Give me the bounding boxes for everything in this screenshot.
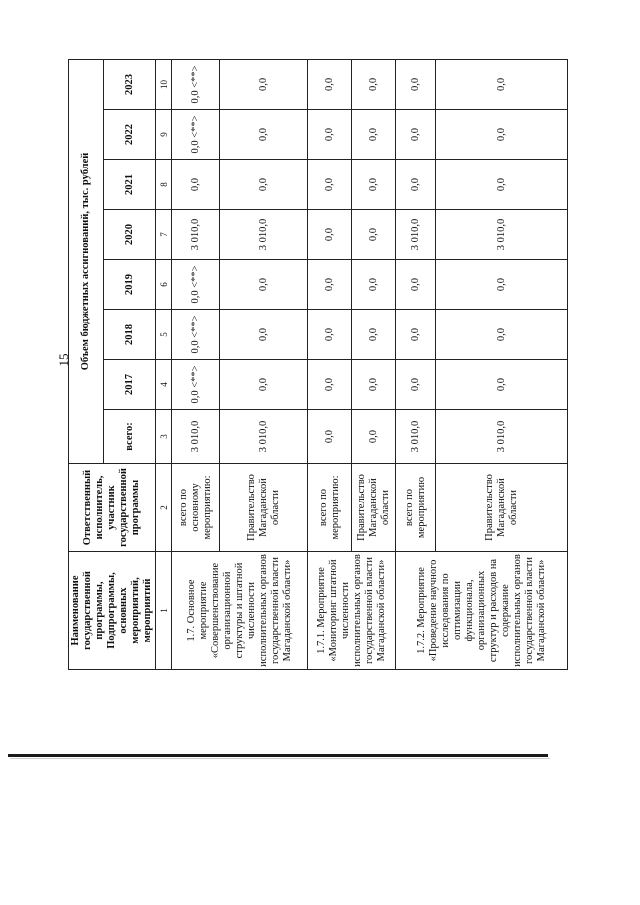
cell-value: 3 010,0	[436, 210, 568, 260]
cell-value: 0,0	[396, 360, 436, 410]
row-executor: Правительство Магаданской области	[352, 464, 396, 552]
header-year: 2017	[103, 360, 155, 410]
row-name: 1.7.1. Мероприятие «Мониторинг штатной численности исполнительных органов государственной власти Магаданской области»	[308, 552, 396, 670]
row-name: 1.7. Основное мероприятие «Совершенствование организационной структуры и штатной численности исполнительных органов государственной власти Магаданской области»	[172, 552, 308, 670]
cell-value: 0,0	[308, 260, 352, 310]
cell-value: 0,0	[396, 59, 436, 109]
budget-table	[68, 59, 568, 670]
row-executor: всего по основному мероприятию:	[172, 464, 220, 552]
cell-value: 0,0	[436, 160, 568, 210]
header-year: 2018	[103, 310, 155, 360]
cell-value: 0,0	[436, 310, 568, 360]
header-year: 2020	[103, 210, 155, 260]
header-budget: Объем бюджетных ассигнований, тыс. рублей	[69, 59, 104, 463]
header-total: всего:	[103, 410, 155, 464]
col-num: 1	[156, 552, 172, 670]
cell-value: 0,0	[220, 59, 308, 109]
header-year: 2019	[103, 260, 155, 310]
col-num: 2	[156, 464, 172, 552]
cell-value: 0,0	[220, 110, 308, 160]
header-year: 2023	[103, 59, 155, 109]
cell-value: 0,0	[436, 59, 568, 109]
col-num: 3	[156, 410, 172, 464]
cell-value: 0,0	[308, 360, 352, 410]
cell-value: 3 010,0	[220, 210, 308, 260]
cell-value: 0,0	[396, 260, 436, 310]
cell-value: 0,0 <**>	[172, 360, 220, 410]
col-num: 5	[156, 310, 172, 360]
cell-value: 0,0	[220, 310, 308, 360]
cell-value: 0,0	[220, 260, 308, 310]
cell-value: 0,0	[352, 160, 396, 210]
cell-total: 3 010,0	[172, 410, 220, 464]
cell-total: 3 010,0	[436, 410, 568, 464]
cell-value: 3 010,0	[172, 210, 220, 260]
table-row	[308, 59, 352, 669]
cell-value: 0,0	[308, 59, 352, 109]
cell-value: 0,0	[352, 210, 396, 260]
row-name: 1.7.2. Мероприятие «Проведение научного исследования по оптимизации функционала, организационных структур и расходов на содержание исполнительных органов государственной власти Магаданской области»	[396, 552, 568, 670]
col-num: 9	[156, 110, 172, 160]
cell-value: 0,0	[308, 110, 352, 160]
budget-table-container	[68, 60, 560, 670]
cell-value: 0,0 <**>	[172, 59, 220, 109]
cell-value: 0,0	[396, 110, 436, 160]
header-executor: Ответственный исполнитель, участник государственной программы	[69, 464, 156, 552]
cell-value: 0,0	[436, 260, 568, 310]
table-row	[396, 59, 436, 669]
col-num: 8	[156, 160, 172, 210]
col-num: 4	[156, 360, 172, 410]
cell-total: 0,0	[308, 410, 352, 464]
cell-value: 0,0	[352, 260, 396, 310]
scan-edge-line	[8, 754, 548, 757]
row-executor: всего по мероприятию:	[308, 464, 352, 552]
col-num: 7	[156, 210, 172, 260]
header-year: 2021	[103, 160, 155, 210]
cell-value: 3 010,0	[396, 210, 436, 260]
row-executor: Правительство Магаданской области	[436, 464, 568, 552]
cell-total: 3 010,0	[220, 410, 308, 464]
cell-value: 0,0 <**>	[172, 110, 220, 160]
cell-value: 0,0	[436, 110, 568, 160]
cell-value: 0,0	[172, 160, 220, 210]
col-num: 10	[156, 59, 172, 109]
cell-value: 0,0	[220, 360, 308, 410]
col-num: 6	[156, 260, 172, 310]
cell-total: 3 010,0	[396, 410, 436, 464]
header-year: 2022	[103, 110, 155, 160]
page-number: 15	[56, 353, 71, 367]
cell-value: 0,0	[308, 160, 352, 210]
cell-value: 0,0 <**>	[172, 310, 220, 360]
cell-total: 0,0	[352, 410, 396, 464]
scan-edge-shadow	[10, 758, 550, 759]
cell-value: 0,0	[220, 160, 308, 210]
cell-value: 0,0	[352, 59, 396, 109]
cell-value: 0,0	[308, 210, 352, 260]
cell-value: 0,0	[352, 310, 396, 360]
row-executor: всего по мероприятию	[396, 464, 436, 552]
table-row	[172, 59, 220, 669]
header-name: Наименование государственной программы, Подпрограммы, основных мероприятий, мероприятий	[69, 552, 156, 670]
cell-value: 0,0 <**>	[172, 260, 220, 310]
cell-value: 0,0	[308, 310, 352, 360]
cell-value: 0,0	[352, 360, 396, 410]
cell-value: 0,0	[396, 160, 436, 210]
cell-value: 0,0	[396, 310, 436, 360]
cell-value: 0,0	[352, 110, 396, 160]
cell-value: 0,0	[436, 360, 568, 410]
row-executor: Правительство Магаданской области	[220, 464, 308, 552]
